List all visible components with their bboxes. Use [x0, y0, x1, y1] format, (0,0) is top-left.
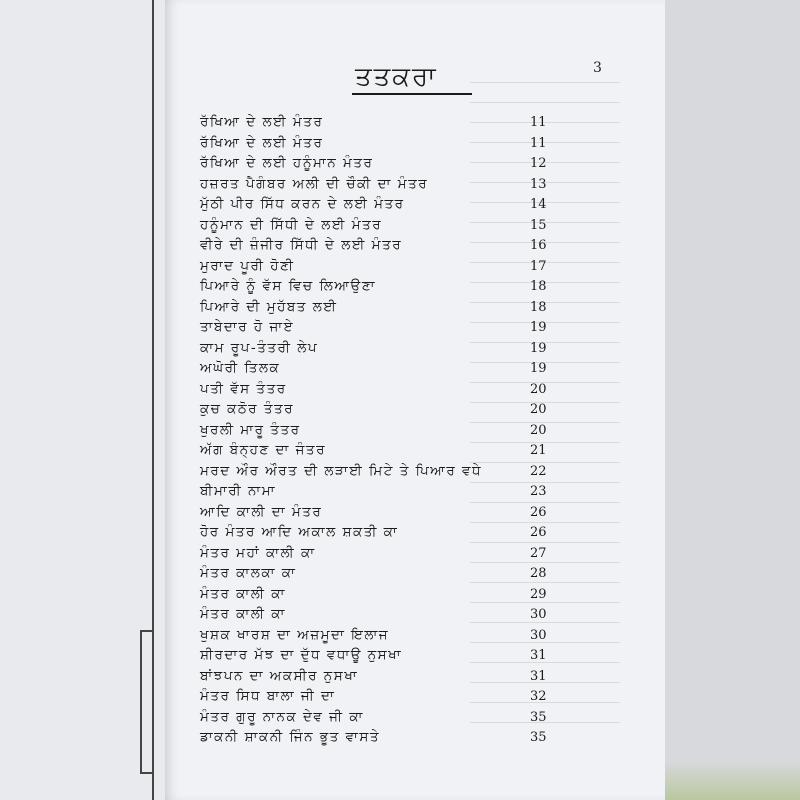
toc-entry: [200, 502, 600, 523]
toc-entry-title: ਵੀਰੇ ਦੀ ਜ਼ੰਜੀਰ ਸਿੱਧੀ ਦੇ ਲਈ ਮੰਤਰ: [200, 237, 403, 253]
toc-entry: [200, 522, 600, 543]
toc-entry-title: ਮੰਤਰ ਸਿਧ ਬਾਲਾ ਜੀ ਦਾ: [200, 688, 336, 704]
toc-entry-page: 27: [530, 545, 547, 561]
toc-entry-page: 19: [530, 320, 547, 335]
toc-entry-page: 17: [530, 258, 547, 274]
toc-entry: [200, 604, 600, 625]
toc-entry-page: 13: [530, 176, 547, 192]
toc-entry-title: ਮੰਤਰ ਮਹਾਂ ਕਾਲੀ ਕਾ: [200, 544, 316, 561]
toc-entry: [200, 727, 600, 748]
toc-entry-title: ਹਜ਼ਰਤ ਪੈਗੰਬਰ ਅਲੀ ਦੀ ਚੌਕੀ ਦਾ ਮੰਤਰ: [200, 175, 429, 192]
toc-entry-page: 21: [530, 443, 547, 458]
background-green: [665, 760, 800, 800]
toc-entry: [200, 707, 600, 728]
toc-entry-title: ਮੰਤਰ ਕਾਲੀ ਕਾ: [200, 606, 286, 622]
toc-entry-title: ਮੁਰਾਦ ਪੂਰੀ ਹੋਣੀ: [200, 257, 295, 274]
toc-entry: [200, 379, 600, 400]
toc-entry-page: 28: [530, 566, 547, 581]
toc-entry-title: ਹੋਰ ਮੰਤਰ ਆਦਿ ਅਕਾਲ ਸ਼ਕਤੀ ਕਾ: [200, 524, 399, 540]
toc-entry-title: ਆਦਿ ਕਾਲੀ ਦਾ ਮੰਤਰ: [200, 503, 323, 520]
toc-entry-page: 30: [530, 607, 547, 622]
left-page-tab: [140, 630, 154, 774]
toc-entry-title: ਅੱਗ ਬੰਨ੍ਹਣ ਦਾ ਜੰਤਰ: [200, 442, 326, 458]
toc-entry-title: ਮੁੱਠੀ ਪੀਰ ਸਿੱਧ ਕਰਨ ਦੇ ਲਈ ਮੰਤਰ: [200, 196, 405, 212]
toc-entry: [200, 563, 600, 584]
toc-entry-page: 19: [530, 340, 547, 356]
left-page-border: [0, 0, 154, 800]
toc-entry: [200, 256, 600, 277]
toc-entry-page: 26: [530, 504, 547, 520]
toc-entry-title: ਕੁਚ ਕਠੋਰ ਤੰਤਰ: [200, 401, 294, 417]
toc-entry: [200, 194, 600, 215]
toc-entry-page: 18: [530, 279, 547, 294]
toc-entry: [200, 297, 600, 318]
toc-entry-page: 32: [530, 689, 547, 704]
toc-entry: [200, 338, 600, 359]
toc-entry-title: ਖੁਸ਼ਕ ਖਾਰਸ਼ ਦਾ ਅਜ਼ਮੂਦਾ ਇਲਾਜ: [200, 626, 390, 643]
toc-entry-title: ਅਘੋਰੀ ਤਿਲਕ: [200, 360, 281, 376]
toc-entry-title: ਸ਼ੀਰਦਾਰ ਮੱਝ ਦਾ ਦੁੱਧ ਵਧਾਊ ਨੁਸਖਾ: [200, 647, 403, 663]
toc-entry-title: ਮੰਤਰ ਗੁਰੂ ਨਾਨਕ ਦੇਵ ਜੀ ਕਾ: [200, 708, 364, 725]
toc-entry: [200, 584, 600, 605]
toc-entry: [200, 625, 600, 646]
toc-entry-title: ਮਰਦ ਔਰ ਔਰਤ ਦੀ ਲੜਾਈ ਮਿਟੇ ਤੇ ਪਿਆਰ ਵਧੇ: [200, 462, 482, 479]
toc-entry: [200, 317, 600, 338]
toc-entry: [200, 666, 600, 687]
toc-entry: [200, 133, 600, 154]
toc-entry-page: 35: [530, 730, 547, 745]
toc-entry: [200, 215, 600, 236]
toc-entry: [200, 276, 600, 297]
page-number: 3: [593, 60, 602, 76]
toc-entry-title: ਮੰਤਰ ਕਾਲਕਾ ਕਾ: [200, 565, 297, 581]
toc-entry-title: ਪਿਆਰੇ ਨੂੰ ਵੱਸ ਵਿਚ ਲਿਆਉਣਾ: [200, 278, 376, 294]
toc-entry-page: 14: [530, 197, 547, 212]
toc-entry: [200, 440, 600, 461]
toc-entry-page: 26: [530, 525, 547, 540]
toc-entry-page: 35: [530, 709, 547, 725]
toc-entry: [200, 461, 600, 482]
toc-entry-page: 29: [530, 586, 547, 602]
toc-entry-title: ਪਿਆਰੇ ਦੀ ਮੁਹੱਬਤ ਲਈ: [200, 298, 338, 315]
toc-entry-title: ਰੱਖਿਆ ਦੇ ਲਈ ਹਨੂੰਮਾਨ ਮੰਤਰ: [200, 155, 374, 171]
toc-entry: [200, 174, 600, 195]
toc-entry: [200, 153, 600, 174]
toc-entry-title: ਰੱਖਿਆ ਦੇ ਲਈ ਮੰਤਰ: [200, 134, 324, 151]
toc-entry-page: 20: [530, 422, 547, 438]
toc-entry-page: 11: [530, 135, 547, 151]
title-underline: [352, 93, 472, 95]
toc-entry: [200, 543, 600, 564]
toc-entry-title: ਕਾਮ ਰੂਪ-ਤੰਤਰੀ ਲੇਪ: [200, 339, 319, 356]
toc-entry-title: ਮੰਤਰ ਕਾਲੀ ਕਾ: [200, 585, 286, 602]
toc-entry-page: 18: [530, 299, 547, 315]
toc-entry-title: ਪਤੀ ਵੱਸ ਤੰਤਰ: [200, 380, 287, 397]
toc-entry-title: ਹਨੂੰਮਾਨ ਦੀ ਸਿੱਧੀ ਦੇ ਲਈ ਮੰਤਰ: [200, 216, 383, 233]
toc-entry: [200, 235, 600, 256]
toc-entry-title: ਰੱਖਿਆ ਦੇ ਲਈ ਮੰਤਰ: [200, 114, 324, 130]
toc-entry: [200, 645, 600, 666]
toc-entry-title: ਖੁਰਲੀ ਮਾਰੂ ਤੰਤਰ: [200, 421, 301, 438]
toc-entry-page: 20: [530, 381, 547, 397]
toc-entry-page: 16: [530, 238, 547, 253]
toc-entry-title: ਡਾਕਨੀ ਸ਼ਾਕਨੀ ਜਿੰਨ ਭੂਤ ਵਾਸਤੇ: [200, 729, 381, 745]
table-of-contents: [200, 112, 600, 748]
toc-entry: [200, 399, 600, 420]
toc-entry: [200, 112, 600, 133]
page-edge: [665, 0, 800, 800]
toc-entry: [200, 358, 600, 379]
toc-entry: [200, 686, 600, 707]
toc-entry-page: 15: [530, 217, 547, 233]
toc-entry-page: 22: [530, 463, 547, 479]
toc-entry-title: ਬੀਮਾਰੀ ਨਾਮਾ: [200, 483, 276, 499]
toc-entry: [200, 420, 600, 441]
page-title: ਤਤਕਰਾ: [355, 62, 438, 92]
toc-entry-page: 31: [530, 668, 547, 684]
toc-entry-title: ਬਾਂਝਪਨ ਦਾ ਅਕਸੀਰ ਨੁਸਖਾ: [200, 667, 359, 684]
toc-entry-page: 30: [530, 627, 547, 643]
toc-entry-title: ਤਾਬੇਦਾਰ ਹੋ ਜਾਏ: [200, 319, 295, 335]
toc-entry-page: 23: [530, 484, 547, 499]
toc-entry-page: 20: [530, 402, 547, 417]
toc-entry-page: 12: [530, 156, 547, 171]
toc-entry-page: 31: [530, 648, 547, 663]
toc-entry-page: 19: [530, 361, 547, 376]
toc-entry: [200, 481, 600, 502]
toc-entry-page: 11: [530, 115, 547, 130]
